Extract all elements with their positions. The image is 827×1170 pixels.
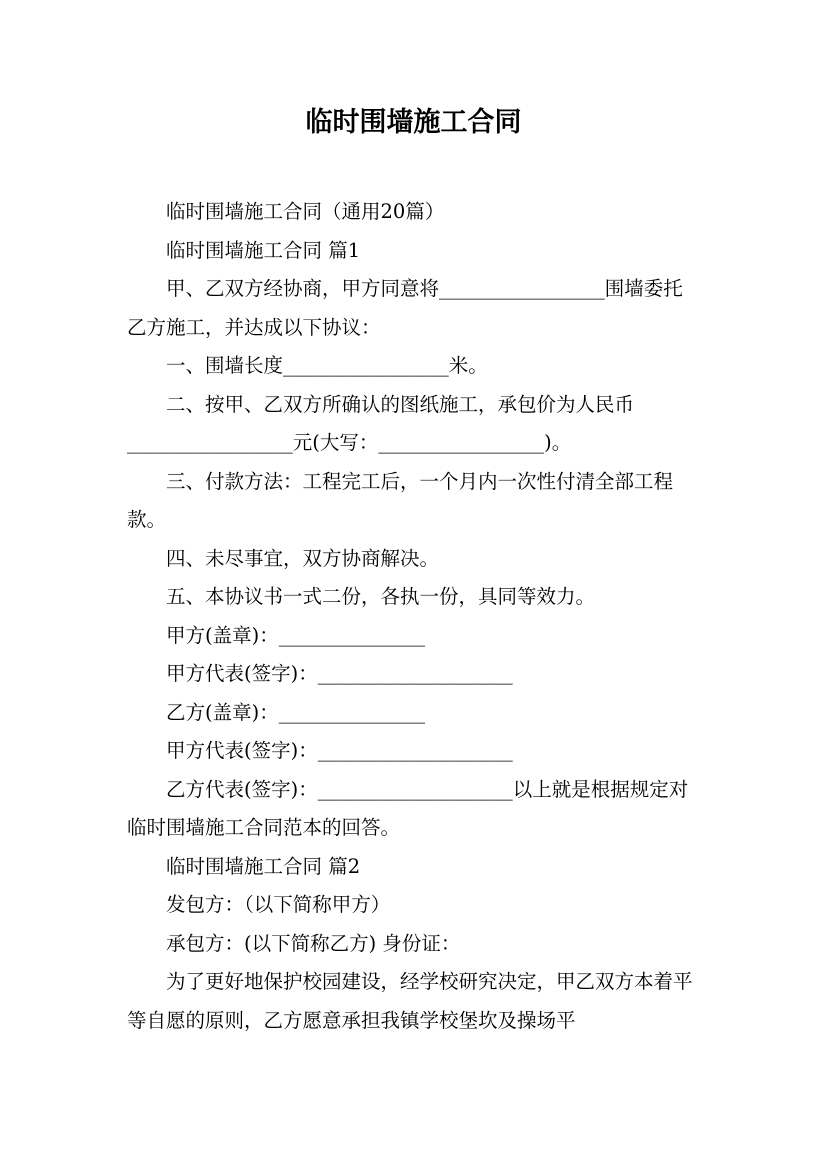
paragraph-section-heading-1: 临时围墙施工合同 篇1 (166, 238, 361, 262)
document-body (127, 193, 702, 1040)
paragraph-clause-3: 三、付款方法：工程完工后，一个月内一次性付清全部工程款。 (127, 469, 674, 531)
paragraph-intro: 甲、乙双方经协商，甲方同意将_________________围墙委托乙方施工，并达成以下协议： (127, 277, 683, 339)
paragraph-party-a-rep-2: 甲方代表(签字)：____________________ (166, 739, 513, 762)
paragraph-party-b-rep: 乙方代表(签字)：____________________以上就是根据规定对临时围墙施工合同范本的回答。 (127, 777, 689, 839)
paragraph-clause-2: 二、按甲、乙双方所确认的图纸施工，承包价为人民币_________________元(大写：_________________)。 (127, 392, 635, 454)
paragraph-clause-5: 五、本协议书一式二份，各执一份，具同等效力。 (166, 585, 596, 608)
paragraph-contractor: 承包方：(以下简称乙方) 身份证： (166, 931, 461, 955)
paragraph-party-b-seal: 乙方(盖章)：_______________ (166, 700, 425, 724)
paragraph-purpose: 为了更好地保护校园建设，经学校研究决定，甲乙双方本着平等自愿的原则，乙方愿意承担我镇学校堡坎及操场平 (127, 970, 693, 1032)
paragraph-party-a-seal: 甲方(盖章)：_______________ (166, 623, 425, 647)
paragraph-section-heading-2: 临时围墙施工合同 篇2 (166, 854, 361, 878)
paragraph-employer: 发包方：（以下简称甲方） (166, 893, 391, 916)
paragraph-party-a-rep: 甲方代表(签字)：____________________ (166, 662, 513, 685)
document-title: 临时围墙施工合同 (305, 107, 522, 138)
paragraph-subtitle: 临时围墙施工合同（通用20篇） (166, 200, 445, 223)
paragraph-clause-1: 一、围墙长度_________________米。 (166, 354, 488, 377)
paragraph-clause-4: 四、未尽事宜，双方协商解决。 (166, 546, 440, 570)
